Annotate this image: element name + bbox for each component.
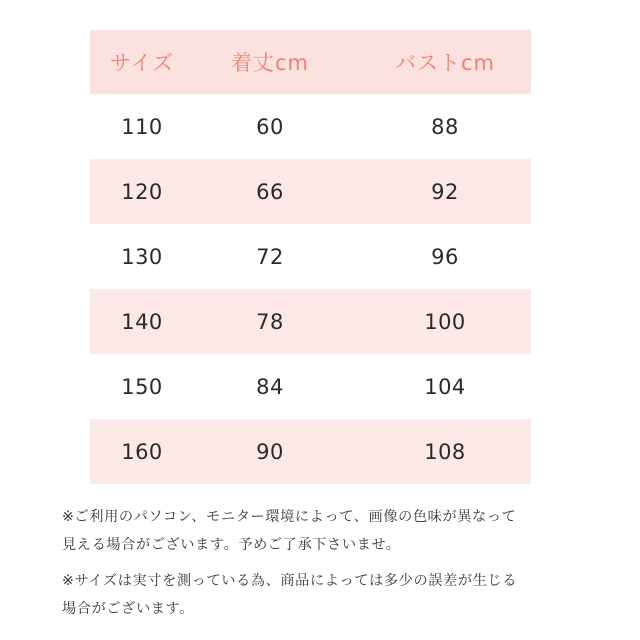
color-disclaimer-line-2: 見える場合がございます。予めご了承下さいませ。 [62, 537, 401, 553]
header-length: 着丈cm [230, 51, 309, 75]
length-cell: 60 [256, 114, 284, 139]
length-cell: 84 [256, 374, 284, 399]
length-cell: 90 [256, 439, 284, 464]
size-cell: 140 [121, 309, 163, 334]
bust-cell: 88 [431, 114, 459, 139]
length-cell: 78 [256, 309, 284, 334]
size-chart-table [90, 30, 531, 484]
color-disclaimer [62, 503, 582, 559]
table-row [90, 159, 531, 224]
header-size: サイズ [109, 51, 175, 75]
measurement-disclaimer-line-1: ※サイズは実寸を測っている為、商品によっては多少の誤差が生じる [62, 573, 517, 589]
size-cell: 130 [121, 244, 163, 269]
table-row [90, 354, 531, 419]
size-cell: 120 [121, 179, 163, 204]
bust-cell: 92 [431, 179, 459, 204]
table-row [90, 289, 531, 354]
length-cell: 72 [256, 244, 284, 269]
size-cell: 160 [121, 439, 163, 464]
size-cell: 110 [121, 114, 163, 139]
disclaimer-notes [62, 503, 582, 623]
table-row [90, 419, 531, 484]
size-cell: 150 [121, 374, 163, 399]
table-header-row [90, 30, 531, 94]
bust-cell: 104 [424, 374, 466, 399]
measurement-disclaimer-line-2: 場合がございます。 [62, 601, 194, 617]
bust-cell: 108 [424, 439, 466, 464]
header-bust: バストcm [394, 51, 495, 75]
length-cell: 66 [256, 179, 284, 204]
bust-cell: 100 [424, 309, 466, 334]
table-row [90, 94, 531, 159]
table-row [90, 224, 531, 289]
bust-cell: 96 [431, 244, 459, 269]
measurement-disclaimer [62, 567, 582, 623]
color-disclaimer-line-1: ※ご利用のパソコン、モニター環境によって、画像の色味が異なって [62, 509, 517, 525]
